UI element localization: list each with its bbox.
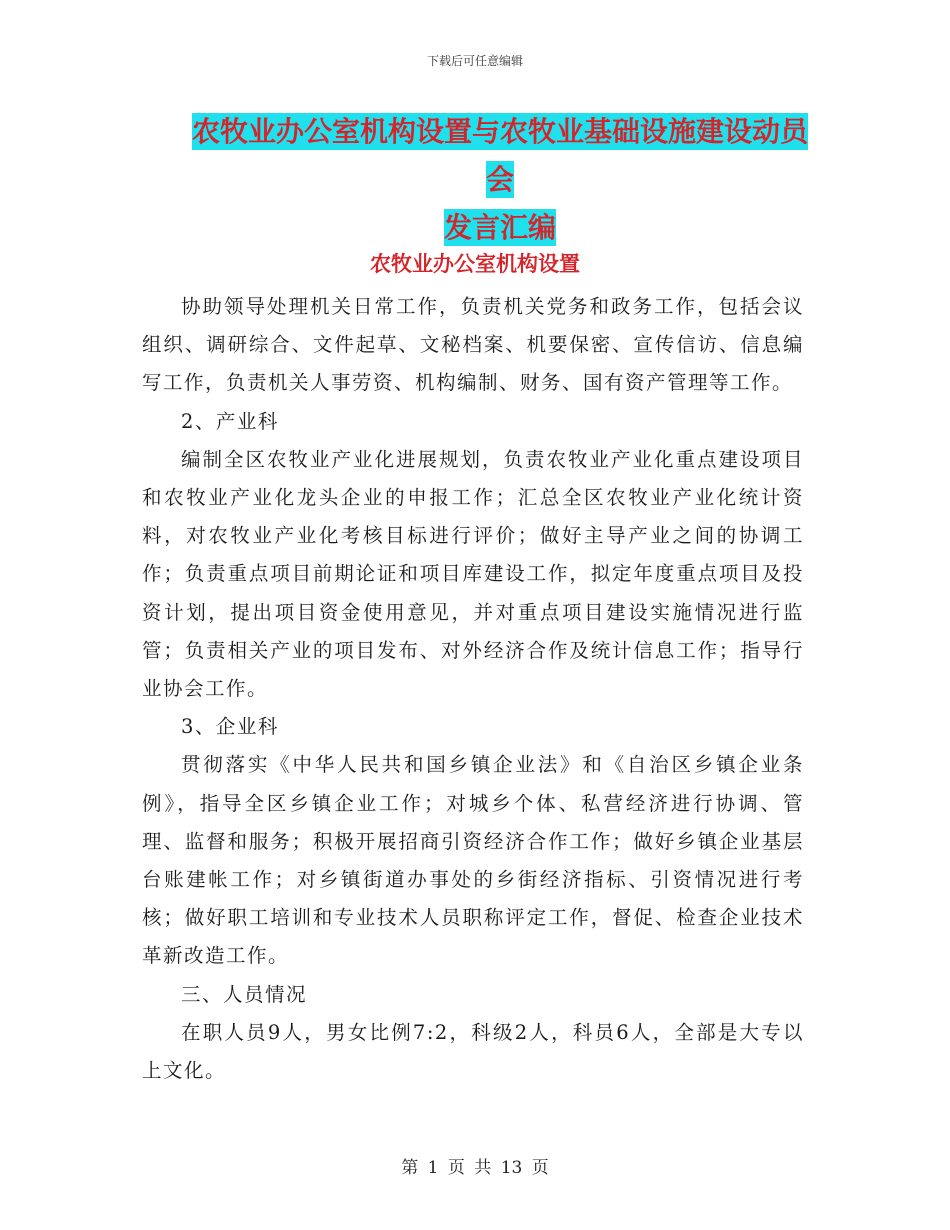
paragraph-duties: 协助领导处理机关日常工作，负责机关党务和政务工作，包括会议组织、调研综合、文件起草、文秘档案、机要保密、宣传信访、信息编写工作，负责机关人事劳资、机构编制、财务、国有资产管理等工作。: [142, 295, 804, 395]
paragraph-industry-duties: 编制全区农牧业产业化进展规划，负责农牧业产业化重点建设项目和农牧业产业化龙头企业的申报工作；汇总全区农牧业产业化统计资料，对农牧业产业化考核目标进行评价；做好主导产业之间的协调工作；负责重点项目前期论证和项目库建设工作，拟定年度重点项目及投资计划，提出项目资金使用意见，并对重点项目建设实施情况进行监管；负责相关产业的项目发布、对外经济合作及统计信息工作；指导行业协会工作。: [142, 447, 804, 701]
document-body: [142, 288, 804, 1090]
document-title-line-2: 发言汇编: [443, 211, 556, 244]
document-title: [180, 108, 820, 252]
page-footer: 第 1 页 共 13 页: [401, 1158, 549, 1178]
header-note: 下载后可任意编辑: [426, 54, 523, 68]
heading-staff-section: 三、人员情况: [181, 982, 308, 1006]
heading-industry-section: 2、产业科: [181, 409, 279, 433]
paragraph-enterprise-duties: 贯彻落实《中华人民共和国乡镇企业法》和《自治区乡镇企业条例》，指导全区乡镇企业工作；对城乡个体、私营经济进行协调、管理、监督和服务；积极开展招商引资经济合作工作；做好乡镇企业基层台账建帐工作；对乡镇街道办事处的乡街经济指标、引资情况进行考核；做好职工培训和专业技术人员职称评定工作，督促、检查企业技术革新改造工作。: [142, 753, 804, 968]
paragraph-staff-info: 在职人员9人，男女比例7:2，科级2人，科员6人，全部是大专以上文化。: [142, 1020, 804, 1083]
section-title: 农牧业办公室机构设置: [370, 252, 580, 276]
document-title-line-1: 农牧业办公室机构设置与农牧业基础设施建设动员会: [191, 115, 808, 196]
heading-enterprise-section: 3、企业科: [181, 715, 279, 739]
